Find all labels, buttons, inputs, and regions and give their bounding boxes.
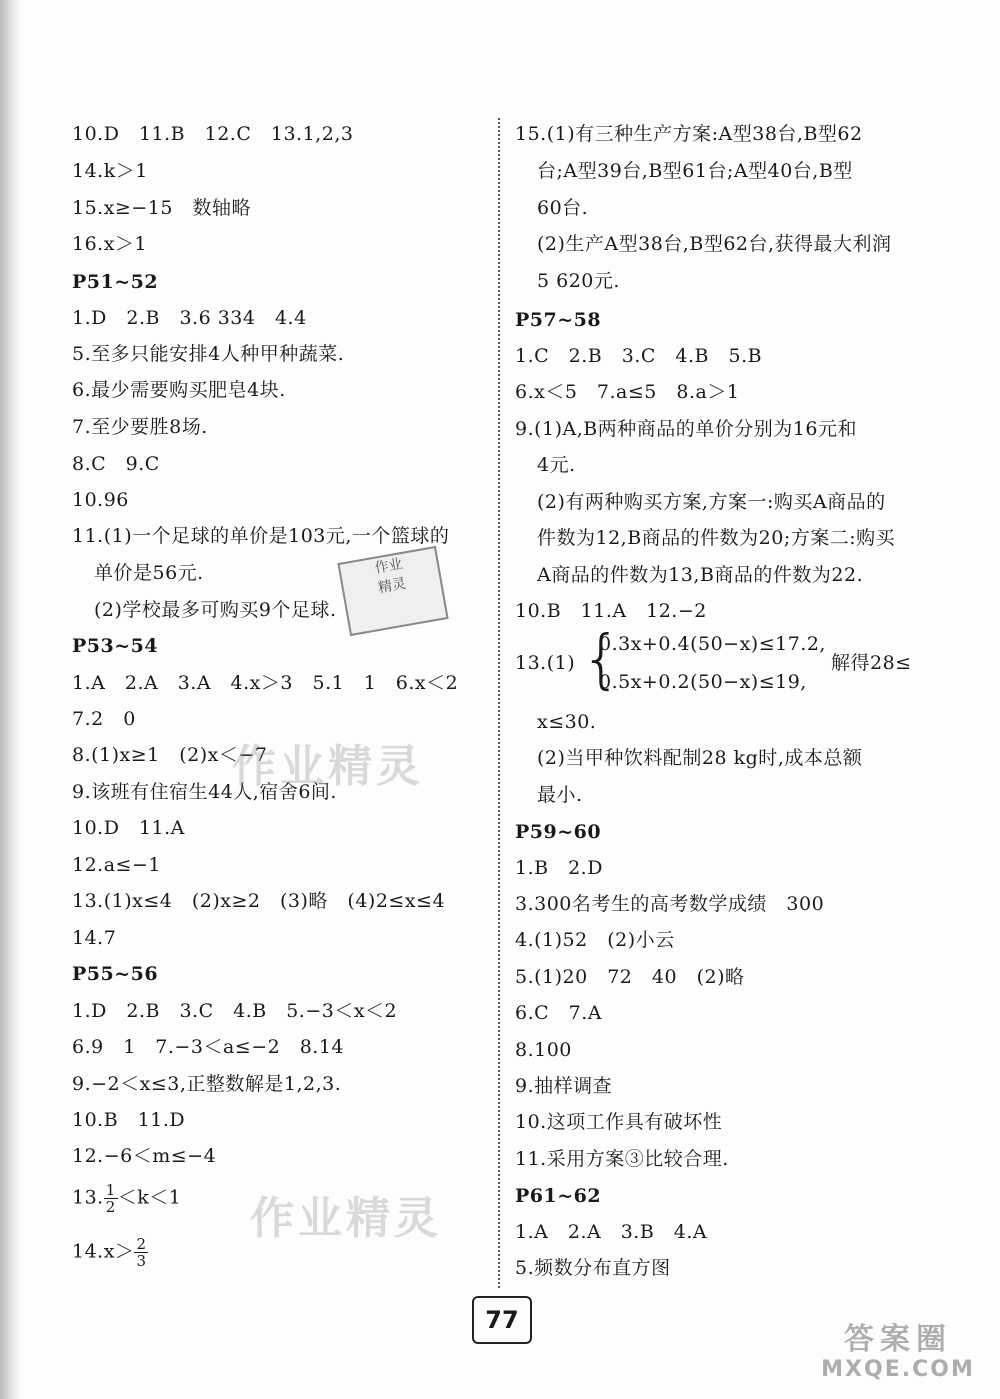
answer-line: 9.该班有住宿生44人,宿舍6间. [72, 781, 337, 803]
answer-line-fraction [72, 1182, 181, 1215]
section-heading: P61~62 [515, 1185, 602, 1207]
answer-line: 9.−2＜x≤3,正整数解是1,2,3. [72, 1073, 342, 1095]
section-heading: P57~58 [515, 309, 602, 331]
answer-line: A商品的件数为13,B商品的件数为22. [537, 564, 864, 586]
page-shadow-edge [0, 0, 22, 1399]
answer-line: 5.至多只能安排4人种甲种蔬菜. [72, 343, 345, 365]
answer-line: (2)学校最多可购买9个足球. [94, 599, 337, 621]
stamp-text-line: 作业 [373, 556, 404, 577]
answer-line: 14.7 [72, 927, 117, 949]
fraction [104, 1182, 118, 1215]
answer-line: 单价是56元. [94, 562, 204, 584]
answer-line: 10.B 11.D [72, 1109, 186, 1131]
answer-line: 7.2 0 [72, 708, 136, 730]
answer-line: 10.这项工作具有破坏性 [515, 1111, 723, 1133]
fraction-numerator: 1 [105, 1181, 116, 1199]
answer-line: 10.D 11.B 12.C 13.1,2,3 [72, 123, 354, 145]
watermark: 作业精灵 [250, 1193, 442, 1244]
answer-line: 1.A 2.A 3.B 4.A [515, 1221, 708, 1243]
q14-prefix: 14.x＞ [72, 1240, 135, 1263]
answer-line: 10.B 11.A 12.−2 [515, 600, 707, 622]
answer-line: (2)有两种购买方案,方案一:购买A商品的 [537, 491, 886, 513]
inequality-1: 0.3x+0.4(50−x)≤17.2, [599, 633, 826, 655]
answer-line: 9.(1)A,B两种商品的单价分别为16元和 [515, 418, 857, 440]
stamp-text-line: 精灵 [376, 575, 408, 597]
site-logo [808, 1322, 988, 1386]
answer-line: 11.(1)一个足球的单价是103元,一个篮球的 [72, 525, 450, 547]
answer-line: 8.C 9.C [72, 453, 160, 475]
q13-solution-end: x≤30. [537, 711, 597, 733]
answer-line: 16.x＞1 [72, 233, 148, 255]
answer-line: 15.(1)有三种生产方案:A型38台,B型62 [515, 123, 863, 145]
fraction [134, 1236, 148, 1269]
answer-line: 15.x≥−15 数轴略 [72, 197, 251, 219]
answer-line: 台;A型39台,B型61台;A型40台,B型 [537, 160, 853, 182]
answer-line: 6.x＜5 7.a≤5 8.a＞1 [515, 381, 740, 403]
q13-solution-start: 解得28≤ [831, 652, 912, 674]
logo-sub-text: MXQE.COM [821, 1357, 975, 1382]
answer-line: 12.a≤−1 [72, 854, 161, 876]
answer-line: 10.D 11.A [72, 817, 185, 839]
stamp-image [337, 546, 448, 636]
q13-prefix: 13.(1) [515, 652, 576, 674]
answer-line: 1.D 2.B 3.C 4.B 5.−3＜x＜2 [72, 1000, 398, 1022]
answer-line: 件数为12,B商品的件数为20;方案二:购买 [537, 527, 896, 549]
answer-line: 4.(1)52 (2)小云 [515, 929, 675, 951]
answer-line: 4元. [537, 454, 576, 476]
answer-line: 8.(1)x≥1 (2)x＜−7 [72, 744, 268, 766]
system-brace: { [581, 623, 622, 697]
answer-line: 3.300名考生的高考数学成绩 300 [515, 893, 825, 915]
answer-line: 1.C 2.B 3.C 4.B 5.B [515, 345, 763, 367]
answer-line: 5.频数分布直方图 [515, 1257, 671, 1279]
section-heading: P51~52 [72, 271, 159, 293]
answer-line: 11.采用方案③比较合理. [515, 1148, 729, 1170]
answer-line: 最小. [537, 784, 583, 806]
answer-line: 6.C 7.A [515, 1002, 603, 1024]
answer-line: 10.96 [72, 489, 129, 511]
answer-line: 5 620元. [537, 270, 620, 292]
fraction-numerator: 2 [136, 1235, 147, 1253]
answer-line-fraction [72, 1236, 148, 1269]
fraction-denominator: 2 [105, 1198, 116, 1216]
answer-line: 1.D 2.B 3.6 334 4.4 [72, 307, 307, 329]
answer-line: 9.抽样调查 [515, 1075, 613, 1097]
answer-line: 8.100 [515, 1039, 572, 1061]
answer-line: 12.−6＜m≤−4 [72, 1145, 217, 1167]
answer-line: 6.9 1 7.−3＜a≤−2 8.14 [72, 1036, 345, 1058]
section-heading: P55~56 [72, 963, 159, 985]
answer-line: 13.(1)x≤4 (2)x≥2 (3)略 (4)2≤x≤4 [72, 890, 446, 912]
answer-line: 14.k＞1 [72, 160, 148, 182]
column-divider [498, 118, 500, 1288]
answer-line: 1.A 2.A 3.A 4.x＞3 5.1 1 6.x＜2 [72, 672, 459, 694]
answer-line: 6.最少需要购买肥皂4块. [72, 379, 286, 401]
section-heading: P59~60 [515, 821, 602, 843]
logo-main-text: 答案圈 [844, 1322, 952, 1357]
answer-line: 60台. [537, 197, 589, 219]
answer-line: (2)生产A型38台,B型62台,获得最大利润 [537, 233, 892, 255]
q13-suffix: ＜k＜1 [117, 1186, 182, 1209]
watermark: 作业精灵 [232, 741, 424, 792]
answer-line: 1.B 2.D [515, 857, 603, 879]
q13-prefix: 13. [72, 1186, 104, 1209]
answer-line: (2)当甲种饮料配制28 kg时,成本总额 [537, 747, 863, 769]
fraction-denominator: 3 [136, 1252, 147, 1270]
inequality-2: 0.5x+0.2(50−x)≤19, [599, 671, 807, 693]
answer-line: 7.至少要胜8场. [72, 416, 208, 438]
section-heading: P53~54 [72, 635, 159, 657]
answer-line: 5.(1)20 72 40 (2)略 [515, 966, 745, 988]
page-number: 77 [472, 1296, 532, 1344]
